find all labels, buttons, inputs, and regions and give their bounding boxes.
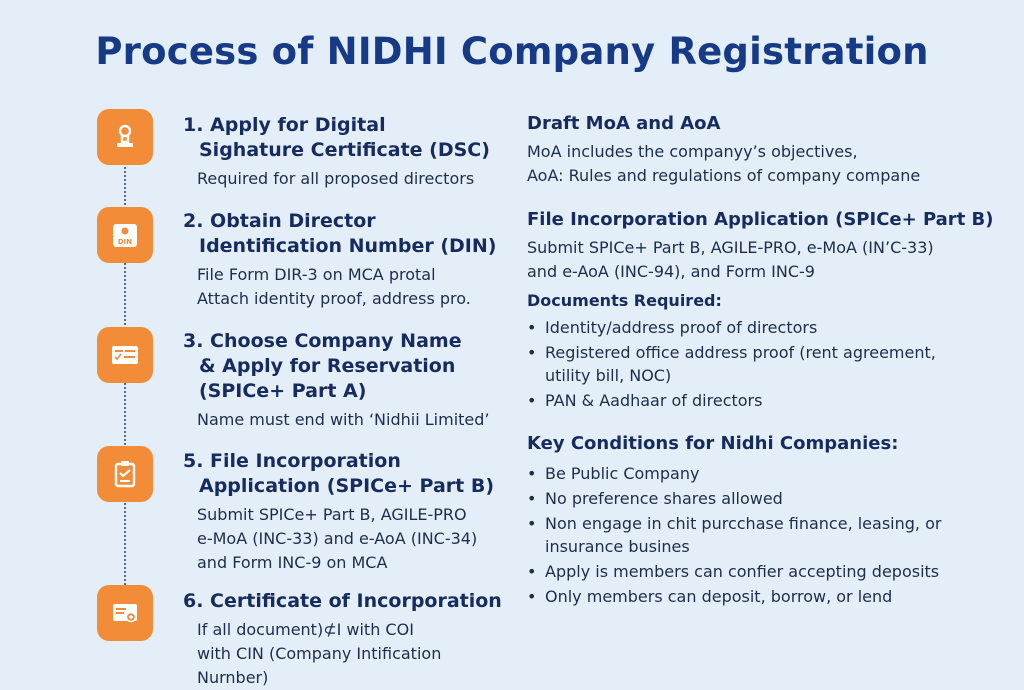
list-item: • Be Public Company	[527, 462, 1007, 485]
certificate-icon	[97, 585, 153, 641]
list-item: • Registered office address proof (rent agreement, utility bill, NOC)	[527, 341, 965, 387]
step-3-title-line2: & Apply for Reservation	[199, 355, 456, 377]
incorporation-line: Submit SPICe+ Part B, AGILE-PRO, e-MoA (IN’C-33)	[527, 238, 934, 257]
step-2-title-line1: 2. Obtain Director	[183, 210, 376, 232]
incorporation-text	[527, 236, 1007, 284]
step-3	[183, 329, 513, 432]
step-2	[183, 209, 513, 311]
clipboard-icon	[97, 446, 153, 502]
documents-heading: Documents Required:	[527, 291, 722, 310]
moa-aoa-section	[527, 112, 1007, 188]
incorporation-line: and e-AoA (INC-94), and Form INC-9	[527, 262, 815, 281]
moa-aoa-line: AoA: Rules and regulations of company compane	[527, 166, 921, 185]
step-5-desc-line: e-MoA (INC-33) and e-AoA (INC-34)	[197, 529, 478, 548]
list-item: • PAN & Aadhaar of directors	[527, 389, 1007, 412]
step-3-desc-line: Name must end with ‘Nidhii Limited’	[197, 410, 490, 429]
step-2-title	[183, 209, 513, 259]
step-6	[183, 589, 513, 690]
step-2-title-line2: Identification Number (DIN)	[199, 235, 497, 257]
step-2-desc	[183, 263, 513, 311]
incorporation-section	[527, 208, 1007, 284]
incorporation-heading: File Incorporation Application (SPICe+ Part B)	[527, 209, 994, 230]
moa-aoa-text	[527, 140, 1007, 188]
step-5-title-line1: 5. File Incorporation	[183, 450, 401, 472]
step-5	[183, 449, 513, 575]
step-1-desc	[183, 167, 513, 191]
step-5-title	[183, 449, 513, 499]
conditions-heading: Key Conditions for Nidhi Companies:	[527, 433, 899, 454]
list-item: • Only members can deposit, borrow, or lend	[527, 585, 1007, 608]
step-1-title-line1: 1. Apply for Digital	[183, 114, 386, 136]
step-2-desc-line: Attach identity proof, address pro.	[197, 289, 471, 308]
step-5-desc	[183, 503, 513, 575]
list-item: • Non engage in chit purcchase finance, leasing, or insurance busines	[527, 512, 945, 558]
documents-list	[527, 316, 1007, 412]
list-item: • Identity/address proof of directors	[527, 316, 1007, 339]
step-3-desc	[183, 408, 513, 432]
moa-aoa-heading: Draft MoA and AoA	[527, 113, 721, 134]
conditions-list	[527, 462, 1007, 608]
form-icon	[97, 327, 153, 383]
id-badge-icon	[97, 207, 153, 263]
list-item: • Apply is members can confier accepting deposits	[527, 560, 1007, 583]
step-1-title-line2: Sighature Certificate (DSC)	[199, 139, 490, 161]
conditions-section	[527, 432, 1007, 610]
step-3-title-line3: (SPICe+ Part A)	[199, 380, 367, 402]
step-1-title	[183, 113, 513, 163]
step-1-desc-line: Required for all proposed directors	[197, 169, 475, 188]
step-3-title	[183, 329, 513, 404]
step-3-title-line1: 3. Choose Company Name	[183, 330, 462, 352]
step-6-desc	[183, 618, 513, 690]
step-6-title	[183, 589, 513, 614]
list-item: • No preference shares allowed	[527, 487, 1007, 510]
step-6-desc-line: If all document)⊄I with COI	[197, 620, 414, 639]
documents-section	[527, 290, 1007, 414]
step-2-desc-line: File Form DIR-3 on MCA protal	[197, 265, 436, 284]
moa-aoa-line: MoA includes the companyy’s objectives,	[527, 142, 858, 161]
step-5-desc-line: Submit SPICe+ Part B, AGILE-PRO	[197, 505, 467, 524]
page-title: Process of NIDHI Company Registration	[95, 30, 929, 73]
step-5-title-line2: Application (SPICe+ Part B)	[199, 475, 495, 497]
certificate-person-icon	[97, 109, 153, 165]
step-6-title-line1: 6. Certificate of Incorporation	[183, 590, 502, 612]
din-icon-label: DIN	[117, 238, 133, 246]
step-5-desc-line: and Form INC-9 on MCA	[197, 553, 388, 572]
step-6-desc-line: with CIN (Company Intification Nurnber)	[197, 644, 442, 687]
step-1	[183, 113, 513, 191]
